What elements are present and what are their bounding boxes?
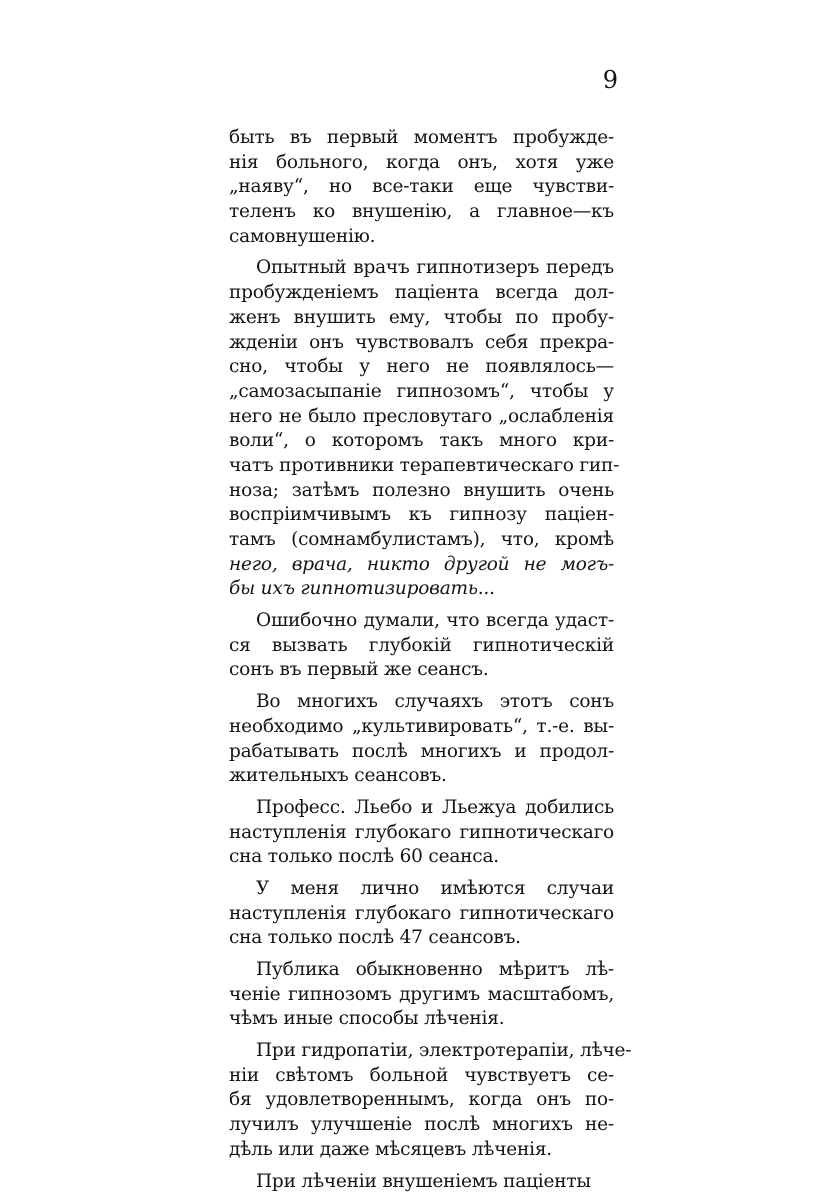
page-number: 9	[596, 68, 618, 92]
text-line: теленъ ко внушенію, а главное—къ	[229, 200, 614, 225]
text-line: сна только послѣ 60 сеанса.	[229, 845, 614, 870]
text-line: ноза; затѣмъ полезно внушить очень	[229, 479, 614, 504]
paragraph	[229, 609, 614, 683]
text-line: сонъ въ первый же сеансъ.	[229, 658, 614, 683]
text-line-italic: бы ихъ гипнотизировать...	[229, 577, 614, 602]
text-line: чатъ противники терапевтическаго гип-	[229, 454, 614, 479]
text-line: лучилъ улучшеніе послѣ многихъ не-	[229, 1113, 614, 1138]
text-line: воспріимчивымъ къ гипнозу паціен-	[229, 503, 614, 528]
text-line: „самозасыпаніе гипнозомъ“, чтобы у	[229, 380, 614, 405]
text-column	[229, 126, 614, 1194]
paragraph	[229, 796, 614, 870]
text-line: „наяву“, но все-таки еще чувстви-	[229, 175, 614, 200]
text-line: Ошибочно думали, что всегда удаст-	[229, 609, 614, 634]
text-line: женъ внушить ему, чтобы по пробу-	[229, 306, 614, 331]
text-line: воли“, о которомъ такъ много кри-	[229, 429, 614, 454]
text-line: Во многихъ случаяхъ этотъ сонъ	[229, 690, 614, 715]
text-line: быть въ первый моментъ пробужде-	[229, 126, 614, 151]
text-line: него не было пресловутаго „ослабленія	[229, 405, 614, 430]
text-line: наступленія глубокаго гипнотическаго	[229, 902, 614, 927]
text-line: У меня лично имѣются случаи	[229, 877, 614, 902]
text-line: жденіи онъ чувствовалъ себя прекра-	[229, 331, 614, 356]
text-line: бя удовлетвореннымъ, когда онъ по-	[229, 1088, 614, 1113]
paragraph	[229, 690, 614, 789]
text-line: ніи свѣтомъ больной чувствуетъ се-	[229, 1064, 614, 1089]
text-line: самовнушенію.	[229, 225, 614, 250]
text-line: ченіе гипнозомъ другимъ масштабомъ,	[229, 983, 614, 1008]
paragraph	[229, 877, 614, 951]
text-line: ся вызвать глубокій гипнотическій	[229, 634, 614, 659]
text-line: При лѣченіи внушеніемъ пацiенты	[229, 1170, 614, 1194]
text-line: Опытный врачъ гипнотизеръ передъ	[229, 256, 614, 281]
text-line: сно, чтобы у него не появлялось—	[229, 355, 614, 380]
text-line: жительныхъ сеансовъ.	[229, 764, 614, 789]
text-line-italic: него, врача, никто другой не могъ-	[229, 553, 614, 578]
text-line: чѣмъ иные способы лѣченія.	[229, 1007, 614, 1032]
text-line: тамъ (сомнамбулистамъ), что, кромѣ	[229, 528, 614, 553]
text-line: нія больного, когда онъ, хотя уже	[229, 151, 614, 176]
text-line: сна только послѣ 47 сеансовъ.	[229, 926, 614, 951]
text-line: наступленія глубокаго гипнотическаго	[229, 821, 614, 846]
text-line: Професс. Льебо и Льежуа добились	[229, 796, 614, 821]
paragraph	[229, 1170, 614, 1194]
text-line: дѣль или даже мѣсяцевъ лѣченія.	[229, 1138, 614, 1163]
paragraph	[229, 126, 614, 249]
text-line: необходимо „культивировать“, т.-е. вы-	[229, 715, 614, 740]
text-line: пробужденіемъ пацiента всегда дол-	[229, 281, 614, 306]
text-line: Публика обыкновенно мѣритъ лѣ-	[229, 958, 614, 983]
paragraph	[229, 958, 614, 1032]
paragraph	[229, 256, 614, 602]
paragraph	[229, 1039, 614, 1162]
text-line: рабатывать послѣ многихъ и продол-	[229, 740, 614, 765]
text-line: При гидропатіи, электротерапіи, лѣче-	[229, 1039, 614, 1064]
